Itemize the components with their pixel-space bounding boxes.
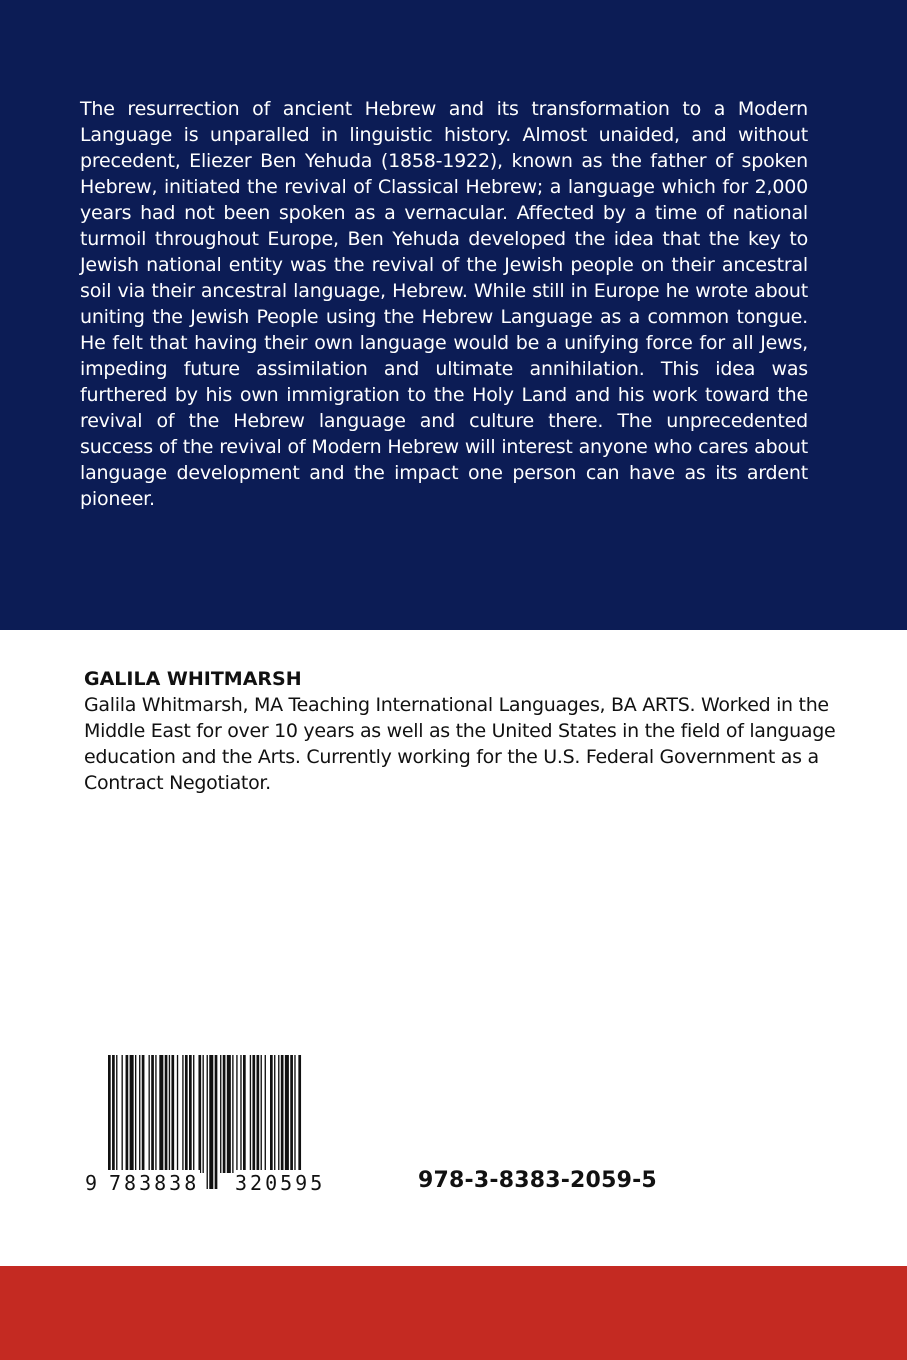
barcode-bar <box>135 1055 136 1173</box>
barcode-bar <box>189 1055 192 1173</box>
bottom-color-band <box>0 1266 907 1360</box>
barcode-bar <box>171 1055 174 1173</box>
barcode-bar <box>290 1055 293 1173</box>
barcode-bar <box>139 1055 140 1173</box>
isbn-number: 978-3-8383-2059-5 <box>418 1168 657 1193</box>
barcode-bar <box>232 1055 233 1173</box>
barcode-bar <box>281 1055 284 1173</box>
barcode-bar <box>116 1055 117 1173</box>
barcode-bar <box>215 1055 218 1189</box>
barcode-bar <box>240 1055 241 1173</box>
barcode-bar <box>252 1055 255 1173</box>
barcode-first-digit: 9 <box>85 1171 98 1195</box>
barcode-bar <box>126 1055 129 1173</box>
barcode-bar <box>177 1055 178 1173</box>
barcode-bar <box>193 1055 194 1173</box>
barcode-bar <box>265 1055 266 1173</box>
cover-blurb-panel <box>0 0 907 630</box>
barcode-bar <box>236 1055 237 1173</box>
barcode-bar <box>203 1055 204 1173</box>
barcode-digits <box>84 1170 360 1198</box>
barcode-bar <box>185 1055 188 1173</box>
barcode-bar <box>198 1055 201 1173</box>
barcode-bar <box>209 1055 213 1189</box>
barcode-bar <box>159 1055 163 1173</box>
barcode-bar <box>270 1055 273 1173</box>
barcode-bar <box>250 1055 251 1173</box>
author-bio: Galila Whitmarsh, MA Teaching International Languages, BA ARTS. Worked in the Middle East for over 10 years as well as the United States in the field of language education and the Arts. Currently working for the U.S. Federal Government as a Contract Negotiator. <box>84 694 836 794</box>
barcode-bar <box>207 1055 208 1189</box>
barcode-bar <box>243 1055 246 1173</box>
barcode-bar <box>165 1055 168 1173</box>
barcode-bar <box>122 1055 123 1173</box>
barcode-bar <box>149 1055 150 1173</box>
barcode-right-group: 320595 <box>235 1171 326 1195</box>
barcode-bar <box>112 1055 115 1189</box>
author-section <box>84 666 844 796</box>
barcode-bar <box>142 1055 145 1173</box>
barcode-bar <box>108 1055 111 1189</box>
barcode-bar <box>274 1055 275 1173</box>
barcode-bar <box>257 1055 260 1173</box>
barcode-bar <box>298 1055 301 1189</box>
barcode-bar <box>182 1055 183 1173</box>
barcode <box>84 1055 360 1197</box>
barcode-bar <box>278 1055 279 1173</box>
barcode-bar <box>261 1055 262 1173</box>
author-name: GALILA WHITMARSH <box>84 668 302 690</box>
barcode-bar <box>155 1055 156 1173</box>
blurb-text: The resurrection of ancient Hebrew and its transformation to a Modern Language is unparalled in linguistic history. Almost unaided, and without precedent, Eliezer Ben Yehuda (1858-1922), known as the father of spoken Hebrew, initiated the revival of Classical Hebrew; a language which for 2,000 years had not been spoken as a vernacular. Affected by a time of national turmoil throughout Europe, Ben Yehuda developed the idea that the key to Jewish national entity was the revival of the Jewish people on their ancestral soil via their ancestral language, Hebrew. While still in Europe he wrote about uniting the Jewish People using the Hebrew Language as a common tongue. He felt that having their own language would be a unifying force for all Jews, impeding future assimilation and ultimate annihilation. This idea was furthered by his own immigration to the Holy Land and his work toward the revival of the Hebrew language and culture there. The unprecedented success of the revival of Modern Hebrew will interest anyone who cares about language development and the impact one person can have as its ardent pioneer. <box>80 98 808 510</box>
barcode-bar <box>151 1055 154 1173</box>
barcode-bar <box>223 1055 226 1173</box>
barcode-bar <box>285 1055 289 1173</box>
barcode-bar <box>227 1055 231 1173</box>
barcode-left-group: 783838 <box>109 1171 200 1195</box>
barcode-bar <box>294 1055 295 1189</box>
barcode-bar <box>169 1055 170 1173</box>
barcode-bar <box>220 1055 221 1173</box>
barcode-bar <box>130 1055 134 1173</box>
